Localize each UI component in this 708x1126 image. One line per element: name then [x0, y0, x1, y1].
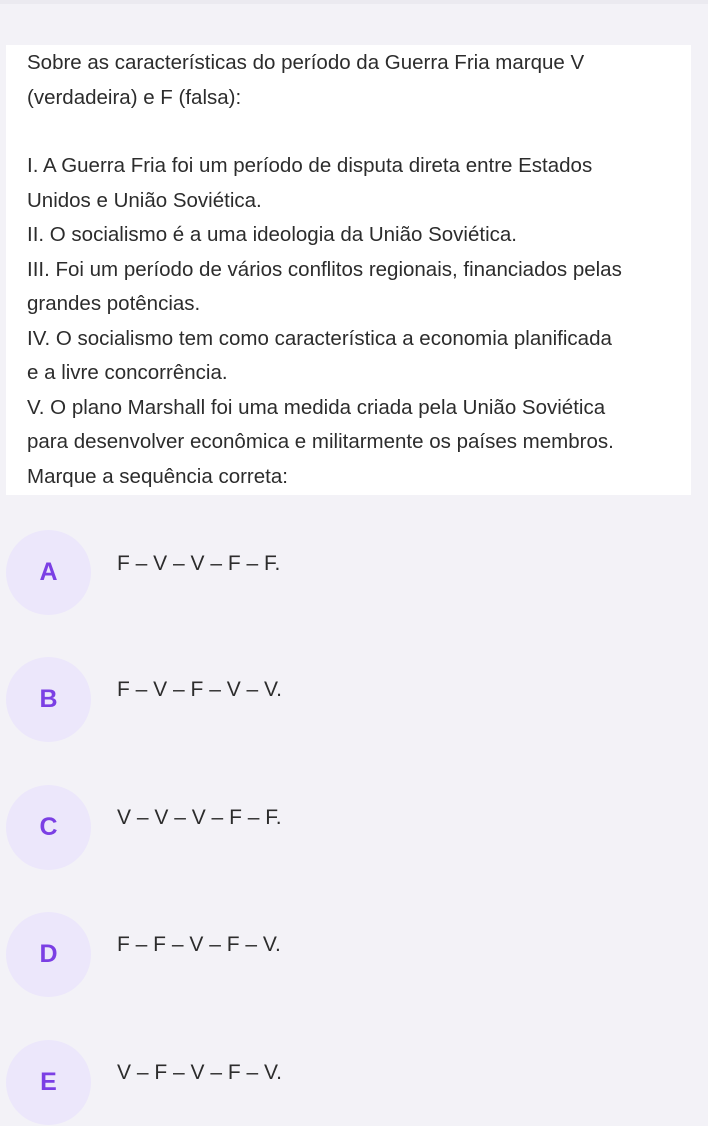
option-letter-circle	[6, 1040, 91, 1125]
option-letter: B	[39, 685, 58, 713]
option-text: V – V – V – F – F.	[117, 806, 282, 829]
question-line: Marque a sequência correta:	[27, 465, 288, 488]
option-letter: C	[39, 813, 58, 841]
question-line: III. Foi um período de vários conflitos regionais, financiados pelas	[27, 258, 622, 281]
question-line: IV. O socialismo tem como característica a economia planificada	[27, 327, 612, 350]
option-d[interactable]	[6, 912, 696, 998]
option-c[interactable]	[6, 785, 696, 871]
option-a[interactable]	[6, 530, 696, 616]
question-card	[6, 45, 691, 495]
option-letter: D	[39, 940, 58, 968]
question-line: V. O plano Marshall foi uma medida criada pela União Soviética	[27, 396, 606, 419]
option-text: F – V – V – F – F.	[117, 552, 281, 575]
option-letter: A	[39, 558, 58, 586]
option-letter-circle	[6, 530, 91, 615]
option-letter: E	[40, 1068, 57, 1096]
option-letter-circle	[6, 657, 91, 742]
option-letter-circle	[6, 912, 91, 997]
question-line: I. A Guerra Fria foi um período de disputa direta entre Estados	[27, 154, 593, 177]
question-line: Unidos e União Soviética.	[27, 189, 262, 212]
question-line: (verdadeira) e F (falsa):	[27, 86, 242, 109]
option-letter-circle	[6, 785, 91, 870]
question-line: grandes potências.	[27, 292, 201, 315]
question-line: Sobre as características do período da Guerra Fria marque V	[27, 51, 585, 74]
question-line: para desenvolver econômica e militarmente os países membros.	[27, 430, 614, 453]
option-text: F – V – F – V – V.	[117, 678, 282, 701]
option-e[interactable]	[6, 1040, 696, 1126]
option-text: F – F – V – F – V.	[117, 933, 281, 956]
question-line: e a livre concorrência.	[27, 361, 228, 384]
option-text: V – F – V – F – V.	[117, 1061, 282, 1084]
option-b[interactable]	[6, 657, 696, 743]
top-band	[0, 0, 708, 4]
question-line: II. O socialismo é a uma ideologia da União Soviética.	[27, 223, 517, 246]
